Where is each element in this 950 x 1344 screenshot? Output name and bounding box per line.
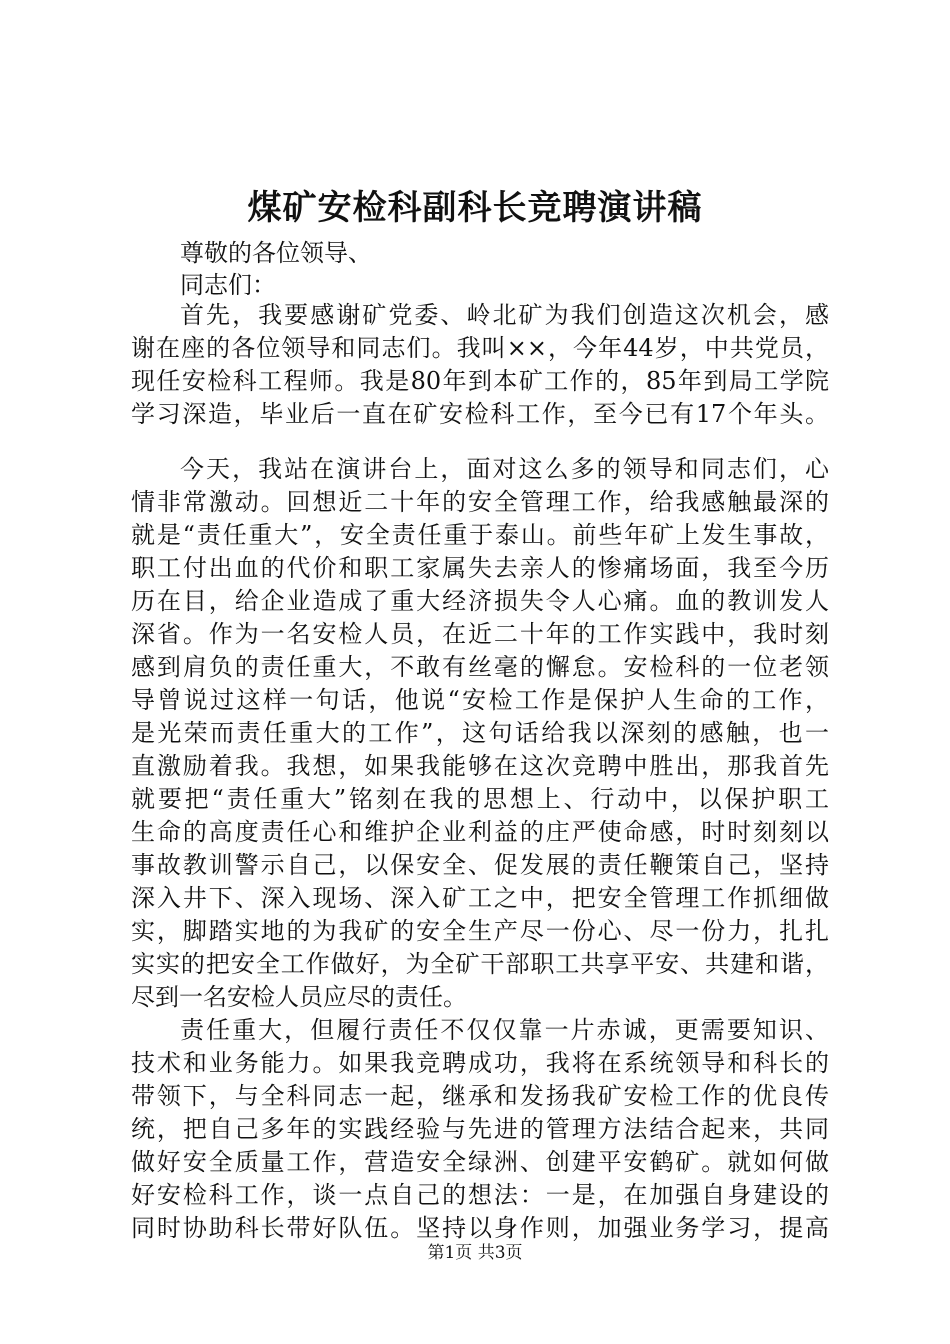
text-line: 深省。作为一名安检人员，在近二十年的工作实践中，我时刻 xyxy=(131,620,829,648)
text-line: 历在目，给企业造成了重大经济损失令人心痛。血的教训发人 xyxy=(131,587,829,615)
text-line: 技术和业务能力。如果我竞聘成功，我将在系统领导和科长的 xyxy=(131,1049,829,1077)
text-line: 带领下，与全科同志一起，继承和发扬我矿安检工作的优良传 xyxy=(131,1082,829,1110)
text-line: 实实的把安全工作做好，为全矿干部职工共享平安、共建和谐， xyxy=(131,950,829,978)
text-line: 好安检科工作，谈一点自己的想法：一是，在加强自身建设的 xyxy=(131,1181,829,1209)
page-footer: 第1页 共3页 xyxy=(427,1243,523,1263)
text-line: 感到肩负的责任重大，不敢有丝毫的懈怠。安检科的一位老领 xyxy=(131,653,829,681)
text-line: 今天，我站在演讲台上，面对这么多的领导和同志们，心 xyxy=(180,455,829,483)
text-line: 事故教训警示自己，以保安全、促发展的责任鞭策自己，坚持 xyxy=(131,851,829,879)
greeting-line: 同志们： xyxy=(180,271,276,299)
text-line: 学习深造，毕业后一直在矿安检科工作，至今已有17个年头。 xyxy=(131,400,829,428)
text-line: 做好安全质量工作，营造安全绿洲、创建平安鹤矿。就如何做 xyxy=(131,1148,829,1176)
text-line: 深入井下、深入现场、深入矿工之中，把安全管理工作抓细做 xyxy=(131,884,829,912)
text-line: 生命的高度责任心和维护企业利益的庄严使命感，时时刻刻以 xyxy=(131,818,829,846)
text-line: 谢在座的各位领导和同志们。我叫××，今年44岁，中共党员， xyxy=(131,334,829,362)
text-line: 尽到一名安检人员应尽的责任。 xyxy=(131,983,467,1011)
text-line: 就要把“责任重大”铭刻在我的思想上、行动中，以保护职工 xyxy=(131,785,829,813)
text-line: 职工付出血的代价和职工家属失去亲人的惨痛场面，我至今历 xyxy=(131,554,829,582)
text-line: 同时协助科长带好队伍。坚持以身作则，加强业务学习，提高 xyxy=(131,1214,829,1242)
text-line: 是光荣而责任重大的工作”，这句话给我以深刻的感触，也一 xyxy=(131,719,829,747)
greeting-line: 尊敬的各位领导、 xyxy=(180,239,372,267)
text-line: 首先，我要感谢矿党委、岭北矿为我们创造这次机会，感 xyxy=(180,301,829,329)
text-line: 责任重大，但履行责任不仅仅靠一片赤诚，更需要知识、 xyxy=(180,1016,829,1044)
text-line: 统，把自己多年的实践经验与先进的管理方法结合起来，共同 xyxy=(131,1115,829,1143)
text-line: 实，脚踏实地的为我矿的安全生产尽一份心、尽一份力，扎扎 xyxy=(131,917,829,945)
text-line: 直激励着我。我想，如果我能够在这次竞聘中胜出，那我首先 xyxy=(131,752,829,780)
text-line: 导曾说过这样一句话，他说“安检工作是保护人生命的工作， xyxy=(131,686,829,714)
text-line: 就是“责任重大”，安全责任重于泰山。前些年矿上发生事故， xyxy=(131,521,829,549)
text-line: 情非常激动。回想近二十年的安全管理工作，给我感触最深的 xyxy=(131,488,829,516)
page-title: 煤矿安检科副科长竞聘演讲稿 xyxy=(247,188,703,228)
text-line: 现任安检科工程师。我是80年到本矿工作的，85年到局工学院 xyxy=(131,367,829,395)
